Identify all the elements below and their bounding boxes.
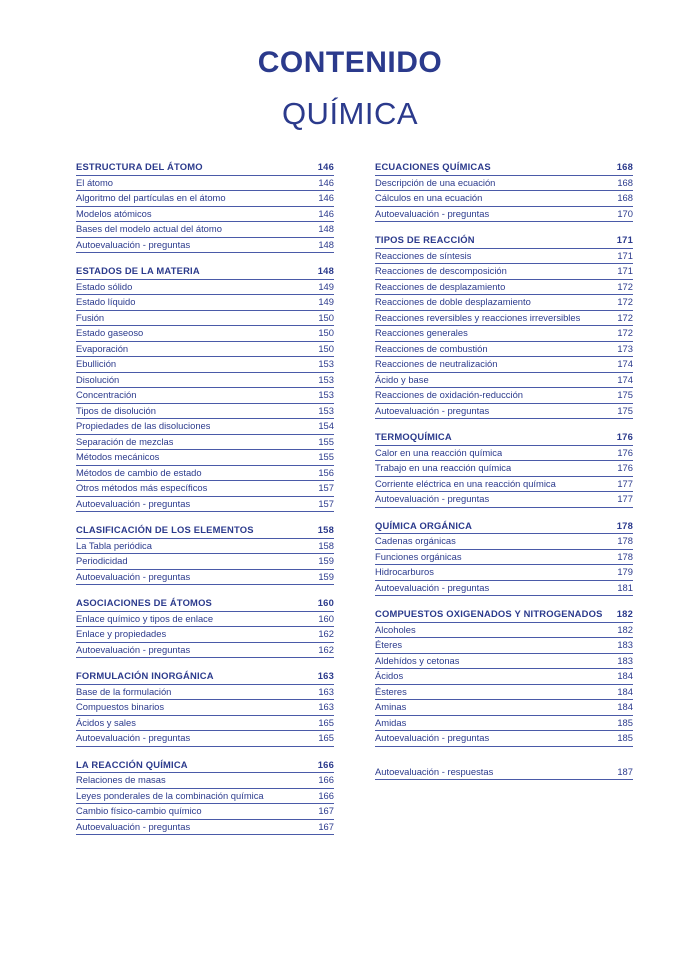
toc-page-number: 175 xyxy=(617,404,633,416)
toc-right-column xyxy=(375,160,633,791)
toc-page-number: 146 xyxy=(318,192,334,203)
toc-page-number: 158 xyxy=(317,524,334,535)
toc-page-number: 153 xyxy=(318,373,334,385)
toc-page-number: 155 xyxy=(318,435,334,447)
toc-section xyxy=(375,160,633,222)
toc-entry-label: Autoevaluación - preguntas xyxy=(375,207,490,219)
toc-page-number: 150 xyxy=(318,327,334,338)
toc-entry-label: Relaciones de masas xyxy=(76,774,166,785)
toc-page-number: 179 xyxy=(617,566,633,577)
toc-entry[interactable] xyxy=(76,466,334,482)
toc-entry[interactable] xyxy=(76,450,334,466)
toc-entry-label: Algoritmo del partículas en el átomo xyxy=(76,192,226,203)
toc-entry-label: Reacciones de descomposición xyxy=(375,265,507,276)
toc-entry[interactable] xyxy=(76,373,334,389)
toc-entry[interactable] xyxy=(375,654,633,670)
toc-entry[interactable] xyxy=(76,554,334,570)
toc-section-heading[interactable] xyxy=(76,596,334,612)
toc-entry-label: Autoevaluación - preguntas xyxy=(76,820,191,832)
toc-entry[interactable] xyxy=(375,249,633,265)
toc-entry-label: Reacciones de oxidación-reducción xyxy=(375,389,524,400)
toc-section xyxy=(76,758,334,836)
toc-entry-label: Autoevaluación - preguntas xyxy=(375,581,490,593)
toc-entry-label: Disolución xyxy=(76,373,120,385)
toc-entry-label: Estado líquido xyxy=(76,296,136,307)
toc-entry[interactable] xyxy=(375,264,633,280)
toc-entry[interactable] xyxy=(76,627,334,643)
toc-page-number: 167 xyxy=(318,805,334,816)
toc-section-heading[interactable] xyxy=(375,607,633,623)
toc-entry-label: LA REACCIÓN QUÍMICA xyxy=(76,758,188,770)
toc-entry[interactable] xyxy=(375,581,633,597)
page-subtitle: QUÍMICA xyxy=(281,96,419,131)
toc-entry[interactable] xyxy=(76,789,334,805)
toc-page-number: 171 xyxy=(617,249,633,261)
toc-page-number: 177 xyxy=(617,477,633,489)
toc-page-number: 162 xyxy=(318,628,334,639)
toc-page-number: 148 xyxy=(317,265,334,276)
toc-entry-label: Base de la formulación xyxy=(76,685,172,697)
toc-page-number: 172 xyxy=(617,327,633,338)
toc-entry[interactable] xyxy=(375,731,633,747)
toc-entry[interactable] xyxy=(375,669,633,685)
page-title: CONTENIDO xyxy=(257,46,443,79)
toc-section xyxy=(76,160,334,253)
toc-entry[interactable] xyxy=(375,638,633,654)
toc-page-number: 184 xyxy=(617,670,633,681)
toc-left-column xyxy=(76,160,334,846)
toc-entry-label: Métodos de cambio de estado xyxy=(76,466,202,478)
toc-entry[interactable] xyxy=(375,446,633,462)
toc-entry-label: Ácidos y sales xyxy=(76,716,136,728)
toc-page-number: 153 xyxy=(318,358,334,369)
toc-entry-label: Reacciones de desplazamiento xyxy=(375,280,506,292)
toc-entry-label: Reacciones de neutralización xyxy=(375,358,498,369)
toc-section-heading[interactable] xyxy=(375,160,633,176)
toc-page-number: 162 xyxy=(318,643,334,655)
toc-entry[interactable] xyxy=(76,435,334,451)
toc-entry[interactable] xyxy=(76,222,334,238)
toc-entry-label: TERMOQUÍMICA xyxy=(375,431,452,442)
toc-page-number: 165 xyxy=(318,716,334,728)
toc-entry-label: Ésteres xyxy=(375,685,407,697)
toc-page-number: 176 xyxy=(616,431,633,442)
toc-section xyxy=(76,523,334,585)
toc-entry[interactable] xyxy=(375,373,633,389)
toc-entry[interactable] xyxy=(76,176,334,192)
toc-page-number: 172 xyxy=(617,296,633,307)
toc-page-number: 176 xyxy=(617,446,633,458)
toc-page-number: 172 xyxy=(617,311,633,323)
toc-section xyxy=(375,233,633,419)
toc-section-heading[interactable] xyxy=(76,160,334,176)
toc-entry-label: Reacciones de síntesis xyxy=(375,249,472,261)
toc-entry[interactable] xyxy=(76,804,334,820)
toc-entry-label: Enlace químico y tipos de enlace xyxy=(76,612,214,624)
toc-page-number: 146 xyxy=(317,161,334,172)
toc-page-number: 183 xyxy=(617,654,633,666)
toc-entry-label: Autoevaluación - preguntas xyxy=(76,497,191,509)
toc-entry-label: Trabajo en una reacción química xyxy=(375,462,512,473)
toc-entry-label: Cambio físico-cambio químico xyxy=(76,805,202,816)
toc-entry[interactable] xyxy=(375,716,633,732)
toc-entry[interactable] xyxy=(76,388,334,404)
toc-entry-label: Periodicidad xyxy=(76,555,128,566)
toc-page-number: 178 xyxy=(617,535,633,546)
toc-page-number: 158 xyxy=(318,539,334,551)
toc-entry-label: Separación de mezclas xyxy=(76,435,174,447)
toc-entry[interactable] xyxy=(76,191,334,207)
toc-page-number: 153 xyxy=(318,404,334,416)
toc-entry-label: Autoevaluación - preguntas xyxy=(76,732,191,743)
toc-page-number: 172 xyxy=(617,280,633,292)
toc-section xyxy=(76,669,334,747)
toc-entry-label: ESTADOS DE LA MATERIA xyxy=(76,265,200,276)
toc-entry[interactable] xyxy=(76,419,334,435)
toc-entry-label: Ácido y base xyxy=(375,373,429,385)
toc-entry[interactable] xyxy=(76,295,334,311)
toc-section xyxy=(375,519,633,597)
toc-page-number: 149 xyxy=(318,280,334,292)
toc-page-number: 166 xyxy=(317,758,334,770)
toc-entry[interactable] xyxy=(76,612,334,628)
toc-page-number: 168 xyxy=(616,161,633,172)
toc-page-number: 160 xyxy=(318,612,334,624)
toc-entry-label: Propiedades de las disoluciones xyxy=(76,420,211,431)
toc-entry[interactable] xyxy=(375,700,633,716)
toc-entry-label: Autoevaluación - preguntas xyxy=(375,732,490,743)
toc-entry-label: Otros métodos más específicos xyxy=(76,482,208,493)
toc-section-heading[interactable] xyxy=(375,519,633,535)
toc-entry-label: Bases del modelo actual del átomo xyxy=(76,223,222,234)
toc-entry-label: Calor en una reacción química xyxy=(375,446,503,458)
toc-entry[interactable] xyxy=(375,492,633,508)
toc-page-number: 171 xyxy=(616,234,633,245)
toc-entry-label: Amidas xyxy=(375,716,407,728)
toc-entry-label: FORMULACIÓN INORGÁNICA xyxy=(76,670,214,681)
toc-entry-label: Fusión xyxy=(76,311,105,323)
toc-entry[interactable] xyxy=(76,280,334,296)
toc-page-number: 176 xyxy=(617,462,633,473)
toc-page-number: 174 xyxy=(617,358,633,369)
toc-entry[interactable] xyxy=(375,404,633,420)
toc-entry-label: Cadenas orgánicas xyxy=(375,535,456,546)
toc-entry-label: Alcoholes xyxy=(375,623,416,635)
toc-entry-label: Autoevaluación - preguntas xyxy=(76,643,191,655)
toc-page-number: 165 xyxy=(318,732,334,743)
toc-page-number: 174 xyxy=(617,373,633,385)
toc-entry-label: CLASIFICACIÓN DE LOS ELEMENTOS xyxy=(76,524,254,535)
toc-page-number: 163 xyxy=(318,701,334,712)
toc-entry-label: Aminas xyxy=(375,701,407,712)
toc-section xyxy=(76,264,334,512)
toc-entry-label: ECUACIONES QUÍMICAS xyxy=(375,161,491,172)
toc-page-number: 163 xyxy=(318,685,334,697)
toc-page-number: 183 xyxy=(617,639,633,650)
toc-entry[interactable] xyxy=(76,357,334,373)
toc-entry-label: Ácidos xyxy=(375,670,404,681)
toc-entry[interactable] xyxy=(76,731,334,747)
toc-entry[interactable] xyxy=(76,342,334,358)
toc-entry[interactable] xyxy=(375,191,633,207)
toc-entry[interactable] xyxy=(375,311,633,327)
toc-page-number: 175 xyxy=(617,389,633,400)
toc-page-number: 168 xyxy=(617,192,633,203)
toc-page-number: 173 xyxy=(617,342,633,354)
toc-entry[interactable] xyxy=(76,539,334,555)
toc-entry-label: QUÍMICA ORGÁNICA xyxy=(375,519,473,531)
toc-entry[interactable] xyxy=(375,295,633,311)
toc-entry[interactable] xyxy=(76,481,334,497)
toc-page-number: 153 xyxy=(318,389,334,400)
toc-page-number: 185 xyxy=(617,732,633,743)
toc-entry[interactable] xyxy=(76,685,334,701)
toc-page-number: 185 xyxy=(617,716,633,728)
toc-page-number: 168 xyxy=(617,176,633,188)
toc-entry[interactable] xyxy=(375,176,633,192)
toc-entry-label: Evaporación xyxy=(76,342,129,354)
toc-entry[interactable] xyxy=(76,643,334,659)
toc-entry[interactable] xyxy=(76,716,334,732)
toc-entry[interactable] xyxy=(375,765,633,781)
toc-section-heading[interactable] xyxy=(76,758,334,774)
toc-section xyxy=(375,765,633,781)
toc-entry-label: Estado gaseoso xyxy=(76,327,144,338)
toc-page-number: 171 xyxy=(617,265,633,276)
toc-page-number: 150 xyxy=(318,342,334,354)
toc-entry-label: El átomo xyxy=(76,176,113,188)
toc-entry-label: Concentración xyxy=(76,389,137,400)
toc-entry[interactable] xyxy=(375,623,633,639)
toc-page-number: 178 xyxy=(616,519,633,531)
toc-entry-label: Hidrocarburos xyxy=(375,566,434,577)
toc-section xyxy=(76,596,334,658)
toc-page-number: 177 xyxy=(617,493,633,504)
toc-entry-label: Leyes ponderales de la combinación química xyxy=(76,789,264,801)
toc-entry[interactable] xyxy=(375,565,633,581)
toc-entry-label: Tipos de disolución xyxy=(76,404,156,416)
toc-section-heading[interactable] xyxy=(76,264,334,280)
toc-entry[interactable] xyxy=(76,207,334,223)
toc-entry[interactable] xyxy=(76,773,334,789)
toc-entry[interactable] xyxy=(76,311,334,327)
toc-entry[interactable] xyxy=(375,477,633,493)
toc-page-number: 187 xyxy=(617,765,633,777)
toc-entry[interactable] xyxy=(76,238,334,254)
toc-entry-label: Estado sólido xyxy=(76,280,133,292)
toc-entry-label: La Tabla periódica xyxy=(76,539,152,551)
toc-entry[interactable] xyxy=(375,534,633,550)
toc-entry-label: Funciones orgánicas xyxy=(375,550,462,562)
toc-page-number: 181 xyxy=(617,581,633,593)
toc-entry-label: Reacciones de doble desplazamiento xyxy=(375,296,531,307)
toc-page-number: 155 xyxy=(318,451,334,462)
toc-entry-label: Reacciones de combustión xyxy=(375,342,488,354)
toc-page-number: 159 xyxy=(318,555,334,566)
toc-page-number: 182 xyxy=(617,623,633,635)
toc-entry[interactable] xyxy=(76,404,334,420)
toc-entry[interactable] xyxy=(375,357,633,373)
toc-page-number: 154 xyxy=(318,420,334,431)
toc-entry-label: Autoevaluación - preguntas xyxy=(375,493,490,504)
toc-entry[interactable] xyxy=(375,342,633,358)
toc-entry-label: Autoevaluación - respuestas xyxy=(375,765,494,777)
toc-page-number: 170 xyxy=(617,207,633,219)
toc-page-number: 157 xyxy=(318,497,334,509)
toc-entry-label: Reacciones reversibles y reacciones irreversibles xyxy=(375,311,581,323)
toc-entry-label: Autoevaluación - preguntas xyxy=(76,570,191,582)
toc-section-heading[interactable] xyxy=(375,233,633,249)
toc-section xyxy=(375,607,633,747)
toc-entry[interactable] xyxy=(375,280,633,296)
toc-entry-label: Éteres xyxy=(375,639,403,650)
toc-entry[interactable] xyxy=(375,207,633,223)
toc-entry-label: Enlace y propiedades xyxy=(76,628,167,639)
toc-entry[interactable] xyxy=(375,388,633,404)
toc-page-number: 184 xyxy=(617,701,633,712)
toc-entry-label: Cálculos en una ecuación xyxy=(375,192,483,203)
toc-entry[interactable] xyxy=(76,820,334,836)
toc-entry-label: Descripción de una ecuación xyxy=(375,176,496,188)
toc-page-number: 167 xyxy=(318,820,334,832)
toc-section xyxy=(375,430,633,508)
toc-entry-label: Corriente eléctrica en una reacción química xyxy=(375,477,556,489)
toc-entry[interactable] xyxy=(375,685,633,701)
toc-page-number: 163 xyxy=(317,670,334,681)
toc-entry[interactable] xyxy=(375,461,633,477)
toc-entry-label: Autoevaluación - preguntas xyxy=(375,404,490,416)
toc-page-number: 159 xyxy=(318,570,334,582)
toc-entry[interactable] xyxy=(375,326,633,342)
toc-page-number: 178 xyxy=(617,550,633,562)
toc-entry[interactable] xyxy=(76,497,334,513)
toc-page-number: 160 xyxy=(317,597,334,608)
toc-entry-label: Reacciones generales xyxy=(375,327,468,338)
toc-section-heading[interactable] xyxy=(76,523,334,539)
toc-entry-label: Métodos mecánicos xyxy=(76,451,160,462)
toc-page-number: 149 xyxy=(318,296,334,307)
toc-entry-label: Autoevaluación - preguntas xyxy=(76,238,191,250)
toc-entry-label: TIPOS DE REACCIÓN xyxy=(375,234,475,245)
toc-entry-label: ESTRUCTURA DEL ÁTOMO xyxy=(76,161,203,172)
toc-page-number: 148 xyxy=(318,223,334,234)
toc-entry-label: ASOCIACIONES DE ÁTOMOS xyxy=(76,597,213,608)
toc-section-heading[interactable] xyxy=(76,669,334,685)
toc-page-number: 148 xyxy=(318,238,334,250)
toc-page-number: 146 xyxy=(318,176,334,188)
toc-page-number: 184 xyxy=(617,685,633,697)
toc-page-number: 146 xyxy=(318,207,334,219)
toc-entry[interactable] xyxy=(76,570,334,586)
toc-page-number: 166 xyxy=(318,789,334,801)
toc-entry[interactable] xyxy=(76,326,334,342)
toc-page-number: 150 xyxy=(318,311,334,323)
toc-section-heading[interactable] xyxy=(375,430,633,446)
toc-page-number: 156 xyxy=(318,466,334,478)
toc-entry[interactable] xyxy=(76,700,334,716)
toc-page-number: 182 xyxy=(616,608,633,619)
toc-page-number: 157 xyxy=(318,482,334,493)
toc-entry-label: COMPUESTOS OXIGENADOS Y NITROGENADOS xyxy=(375,608,603,619)
toc-entry-label: Modelos atómicos xyxy=(76,207,152,219)
toc-entry-label: Compuestos binarios xyxy=(76,701,165,712)
toc-entry[interactable] xyxy=(375,550,633,566)
toc-entry-label: Aldehídos y cetonas xyxy=(375,654,460,666)
toc-entry-label: Ebullición xyxy=(76,358,117,369)
toc-page-number: 166 xyxy=(318,774,334,785)
